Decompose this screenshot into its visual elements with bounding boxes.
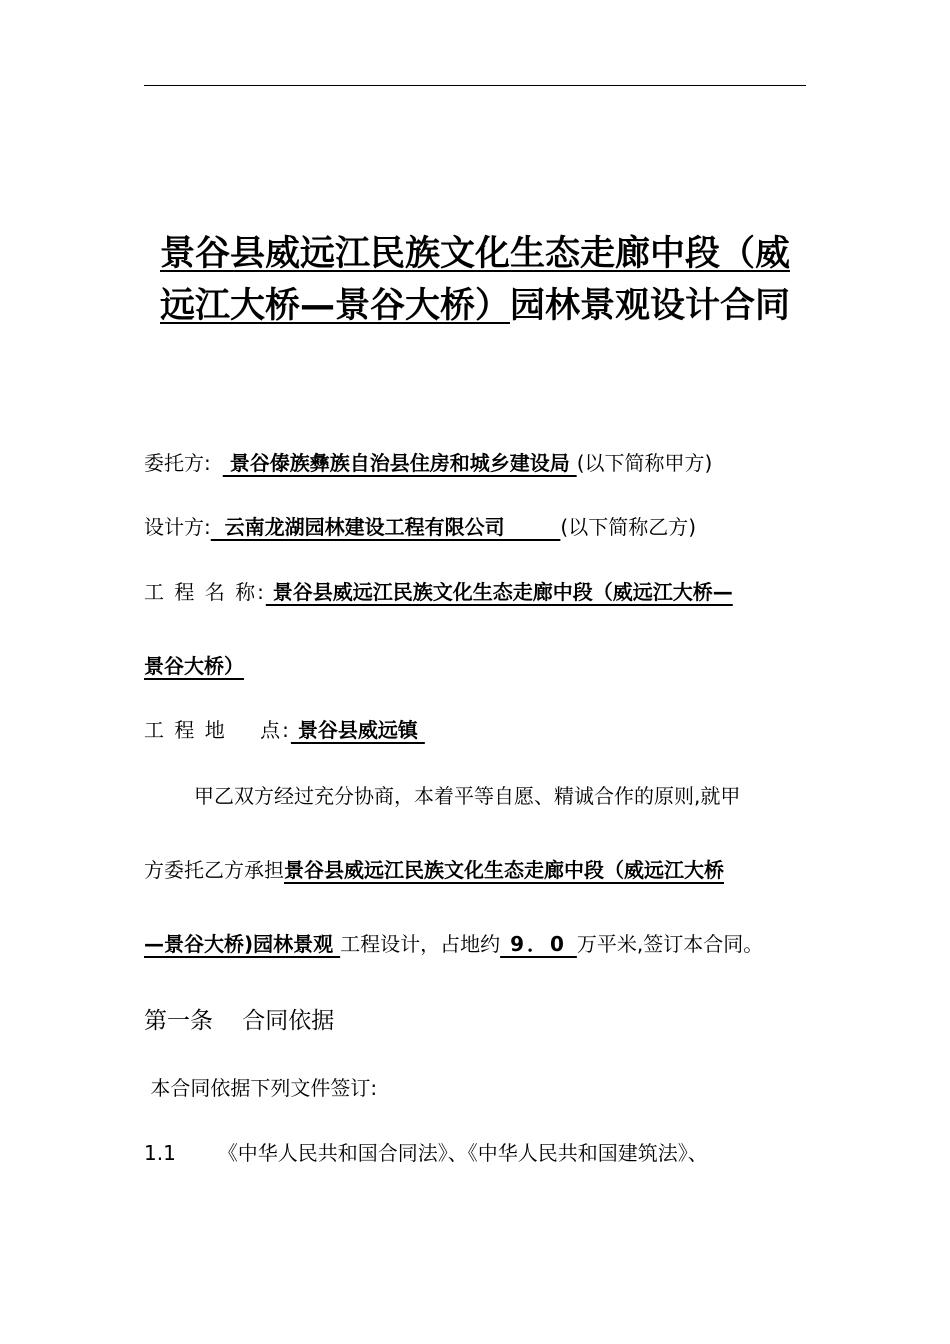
item-1-1-number: 1.1: [144, 1141, 176, 1165]
article-1-heading: [144, 1006, 334, 1036]
paragraph-line-3: [144, 930, 763, 958]
title-line-2: [144, 280, 806, 332]
item-1-1-line: [144, 1139, 708, 1167]
paragraph-text-design: 工程设计，占地约: [340, 932, 501, 956]
project-site-value: 景谷县威远镇: [290, 718, 425, 742]
paragraph-project-name-2: —景谷大桥)园林景观: [144, 932, 341, 956]
paragraph-line-2: [144, 856, 724, 884]
project-name-line: [144, 578, 733, 606]
title-line-2-underlined: 远江大桥—景谷大桥）: [159, 286, 510, 326]
paragraph-project-name-1: 景谷县威远江民族文化生态走廊中段（威远江大桥: [284, 858, 724, 882]
title-line-2-rest: 园林景观设计合同: [510, 286, 791, 326]
client-value: 景谷傣族彝族自治县住房和城乡建设局: [222, 451, 577, 475]
designer-line: [144, 513, 696, 541]
paragraph-text-sign: 万平米,签订本合同。: [576, 932, 764, 956]
project-name-label: 工 程 名 称:: [144, 580, 266, 604]
project-name-value-1: 景谷县威远江民族文化生态走廊中段（威远江大桥—: [265, 580, 733, 604]
header-rule: [144, 85, 806, 86]
article-1-intro-line: [144, 1074, 377, 1102]
article-1-title: 第一条 合同依据: [144, 1008, 335, 1034]
paragraph-text-1: 甲乙双方经过充分协商，本着平等自愿、精诚合作的原则,就甲: [194, 784, 741, 808]
project-name-line-2: [144, 652, 244, 680]
designer-label: 设计方:: [144, 515, 211, 539]
title-line-1: 景谷县威远江民族文化生态走廊中段（威: [159, 234, 790, 274]
article-1-intro: 本合同依据下列文件签订:: [144, 1076, 378, 1100]
designer-suffix: (以下简称乙方): [560, 515, 696, 539]
project-name-value-2: 景谷大桥）: [144, 654, 244, 678]
project-site-label: 工 程 地 点:: [144, 718, 291, 742]
paragraph-prefix: 方委托乙方承担: [144, 858, 284, 882]
project-site-line: [144, 716, 425, 744]
client-suffix: (以下简称甲方): [576, 451, 713, 475]
paragraph-area-value: 9．0: [500, 932, 577, 956]
client-line: [144, 449, 712, 477]
item-1-1-text: 《中华人民共和国合同法》、《中华人民共和国建筑法》、: [217, 1141, 708, 1165]
designer-value: 云南龙湖园林建设工程有限公司: [210, 515, 561, 539]
contract-title: [144, 228, 806, 332]
paragraph-line-1: [194, 782, 740, 810]
client-label: 委托方:: [144, 451, 211, 475]
